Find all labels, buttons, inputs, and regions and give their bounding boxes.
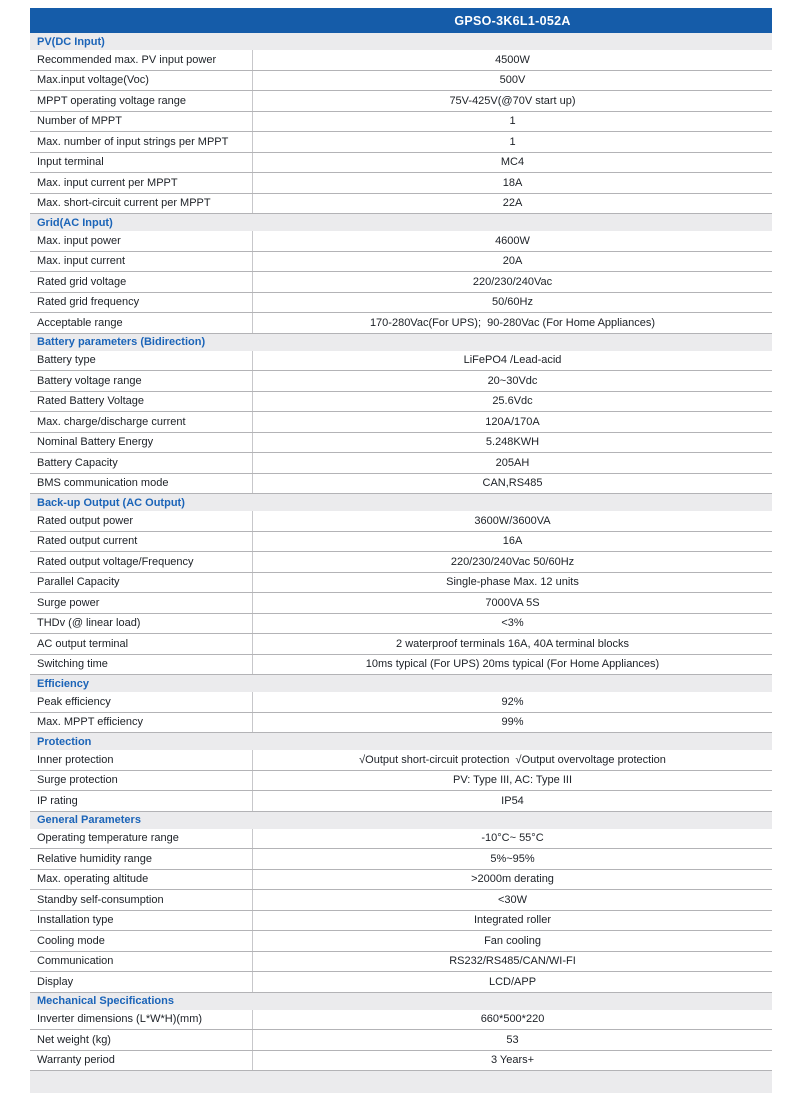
spec-row [30,313,772,334]
spec-row [30,474,772,495]
spec-value: -10°C~ 55°C [481,832,544,845]
spec-value: 10ms typical (For UPS) 20ms typical (For Home Appliances) [365,658,660,671]
spec-value: 4500W [495,53,530,66]
spec-value: IP54 [501,794,524,807]
spec-row [30,972,772,993]
spec-value: 5%~95% [490,852,535,865]
spec-label: Display [30,972,253,992]
spec-value: √Output short-circuit protection √Output overvoltage protection [359,753,666,766]
spec-value: 53 [506,1033,519,1046]
spec-value: 25.6Vdc [492,395,533,408]
spec-label: Max. charge/discharge current [30,412,253,432]
spec-value: RS232/RS485/CAN/WI-FI [449,955,576,968]
section-heading: Efficiency [30,675,772,692]
spec-label: Surge protection [30,771,253,791]
spec-value: 3600W/3600VA [474,514,551,527]
spec-value: 5.248KWH [485,436,540,449]
spec-label: Max. MPPT efficiency [30,713,253,733]
spec-label: Operating temperature range [30,829,253,849]
section-heading: Back-up Output (AC Output) [30,494,772,511]
spec-value: 50/60Hz [492,296,533,309]
spec-row [30,132,772,153]
spec-value: 1 [509,135,516,148]
spec-row [30,371,772,392]
spec-label: Peak efficiency [30,692,253,712]
spec-label: MPPT operating voltage range [30,91,253,111]
spec-value: <3% [501,617,524,630]
spec-value: >2000m derating [471,873,554,886]
section-heading: General Parameters [30,812,772,829]
spec-label: Acceptable range [30,313,253,333]
spec-value: 16A [502,535,523,548]
spec-row [30,552,772,573]
spec-value: LCD/APP [488,975,537,988]
spec-label: Switching time [30,655,253,675]
spec-row [30,351,772,372]
spec-row [30,293,772,314]
spec-row [30,593,772,614]
spec-label: Max. number of input strings per MPPT [30,132,253,152]
spec-value: Integrated roller [473,914,552,927]
spec-row [30,433,772,454]
spec-label: Max. input current per MPPT [30,173,253,193]
footer-band [30,1071,772,1093]
spec-label: Battery type [30,351,253,371]
spec-value: 99% [501,716,524,729]
spec-label: Rated grid voltage [30,272,253,292]
spec-value: 220/230/240Vac [472,275,553,288]
spec-row [30,1030,772,1051]
spec-row [30,713,772,734]
spec-row [30,655,772,676]
section-heading: Mechanical Specifications [30,993,772,1010]
spec-row [30,614,772,635]
spec-label: Max. operating altitude [30,870,253,890]
spec-label: Parallel Capacity [30,573,253,593]
spec-label: Standby self-consumption [30,890,253,910]
spec-label: Rated output current [30,532,253,552]
spec-label: BMS communication mode [30,474,253,494]
spec-row [30,692,772,713]
spec-row [30,412,772,433]
spec-value: 170-280Vac(For UPS); 90-280Vac (For Home Appliances) [369,316,656,329]
spec-sheet-page [30,8,772,1093]
spec-label: Max. short-circuit current per MPPT [30,194,253,214]
spec-value: 1 [509,115,516,128]
spec-label: Max. input current [30,252,253,272]
spec-label: Surge power [30,593,253,613]
spec-row [30,511,772,532]
spec-label: Installation type [30,911,253,931]
spec-row [30,252,772,273]
spec-label: Max. input power [30,231,253,251]
spec-value: 2 waterproof terminals 16A, 40A terminal blocks [396,637,629,650]
spec-label: IP rating [30,791,253,811]
spec-row [30,771,772,792]
section-heading: Protection [30,733,772,750]
spec-label: Nominal Battery Energy [30,433,253,453]
spec-value: 4600W [495,234,530,247]
spec-row [30,952,772,973]
spec-value: Single-phase Max. 12 units [446,576,579,589]
spec-row [30,231,772,252]
spec-label: Battery voltage range [30,371,253,391]
spec-label: Communication [30,952,253,972]
spec-row [30,750,772,771]
section-heading: Battery parameters (Bidirection) [30,334,772,351]
spec-row [30,870,772,891]
spec-value: 220/230/240Vac 50/60Hz [450,555,575,568]
spec-value: LiFePO4 /Lead-acid [463,354,562,367]
spec-row [30,112,772,133]
spec-value: 660*500*220 [480,1013,545,1026]
spec-row [30,453,772,474]
spec-row [30,911,772,932]
spec-label: AC output terminal [30,634,253,654]
spec-table-body [30,33,772,1071]
spec-value: 20A [502,255,523,268]
spec-label: Number of MPPT [30,112,253,132]
spec-label: Rated output voltage/Frequency [30,552,253,572]
spec-label: Rated output power [30,511,253,531]
spec-label: Rated grid frequency [30,293,253,313]
spec-row [30,849,772,870]
spec-row [30,573,772,594]
spec-label: Battery Capacity [30,453,253,473]
spec-row [30,791,772,812]
spec-value: PV: Type III, AC: Type III [452,774,573,787]
spec-row [30,153,772,174]
spec-row [30,829,772,850]
spec-row [30,50,772,71]
spec-label: Rated Battery Voltage [30,392,253,412]
spec-value: 20~30Vdc [487,374,538,387]
spec-row [30,173,772,194]
spec-row [30,1051,772,1072]
spec-value: MC4 [500,156,525,169]
spec-row [30,1010,772,1031]
section-heading: PV(DC Input) [30,33,772,50]
spec-value: 120A/170A [485,415,540,428]
spec-value: 3 Years+ [490,1054,535,1067]
spec-value: 92% [501,695,524,708]
section-heading: Grid(AC Input) [30,214,772,231]
spec-value: 22A [502,197,523,210]
spec-value: 500V [499,74,526,87]
spec-row [30,532,772,553]
spec-label: Net weight (kg) [30,1030,253,1050]
spec-row [30,890,772,911]
model-title-bar [30,8,772,33]
spec-label: Warranty period [30,1051,253,1071]
spec-row [30,392,772,413]
spec-label: Inverter dimensions (L*W*H)(mm) [30,1010,253,1030]
spec-row [30,272,772,293]
spec-row [30,91,772,112]
spec-value: 7000VA 5S [485,596,540,609]
spec-row [30,71,772,92]
spec-row [30,931,772,952]
spec-row [30,634,772,655]
spec-value: 75V-425V(@70V start up) [449,94,576,107]
spec-label: THDv (@ linear load) [30,614,253,634]
spec-value: Fan cooling [484,934,541,947]
spec-label: Input terminal [30,153,253,173]
spec-label: Recommended max. PV input power [30,50,253,70]
model-number: GPSO-3K6L1-052A [454,13,571,28]
spec-row [30,194,772,215]
spec-value: 205AH [495,456,530,469]
spec-label: Inner protection [30,750,253,770]
spec-label: Relative humidity range [30,849,253,869]
spec-value: 18A [502,176,523,189]
spec-value: CAN,RS485 [482,477,543,490]
spec-label: Max.input voltage(Voc) [30,71,253,91]
spec-label: Cooling mode [30,931,253,951]
spec-value: <30W [497,893,528,906]
